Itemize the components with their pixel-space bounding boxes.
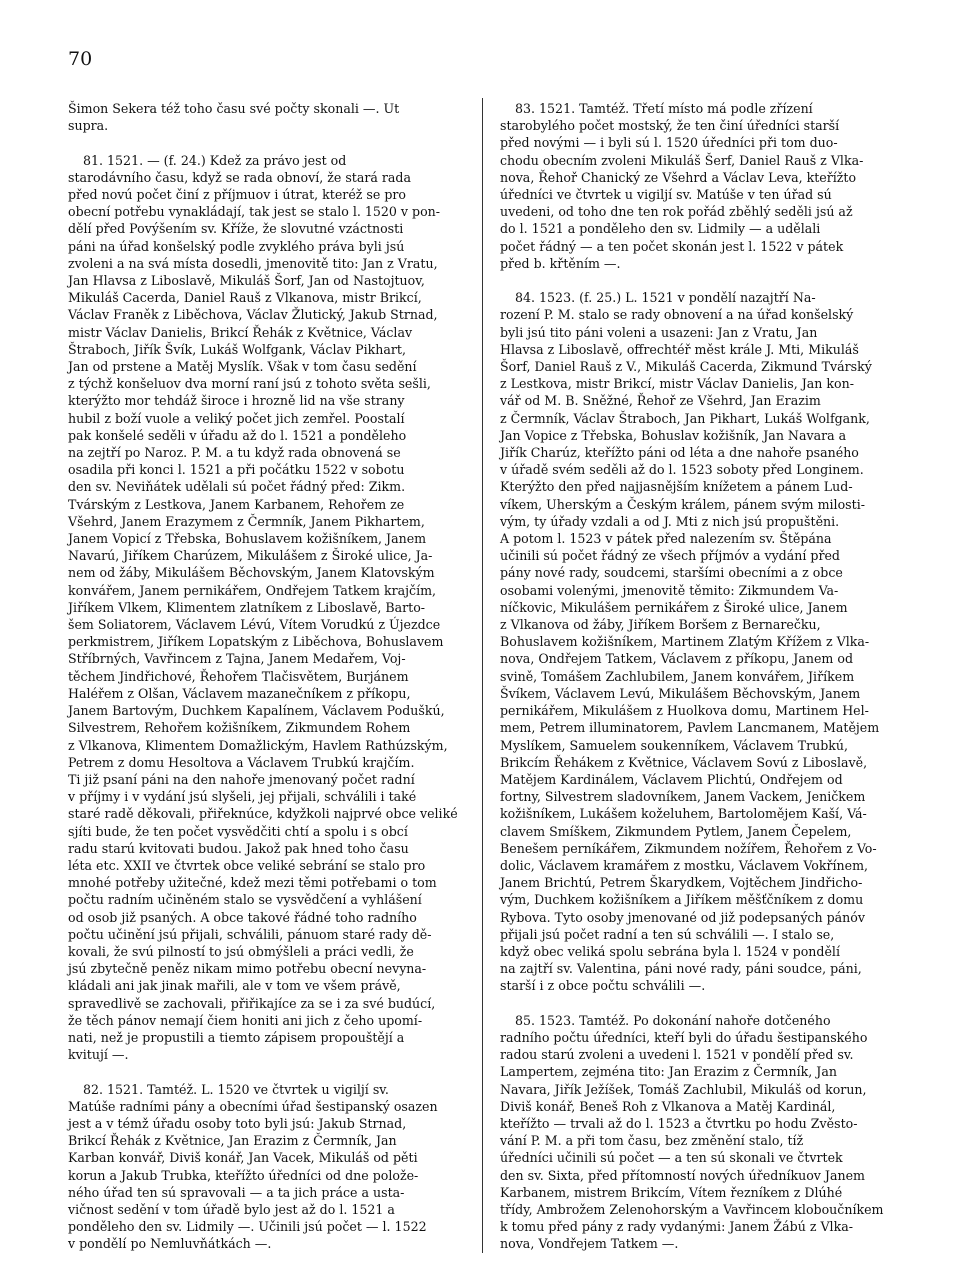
entry-paragraph: 81. 1521. — (f. 24.) Kdež za právo jest od starodávního času, když se rada obnoví, že stará rada před novú počet činí z příjmuov i útrat, kteréž se pro obecní potřebu vynakládají, tak jest se stalo l. 1520 v pon- dělí před Povýšením sv. Kříže, že slovutné vzáctnosti páni na úřad konšelský podle zvyklého práva byli jsú zvoleni a na svá místa dosedli, jmenovitě tito: Jan z Vratu, Jan Hlavsa z Liboslavě, Mikuláš Šorf, Jan od Nastojtuov, Mikuláš Cacerda, Daniel Rauš z Vlkanova, mistr Brikcí, Václav Franěk z Liběchova, Václav Žlutický, Jakub Strnad, mistr Václav Danielis, Brikcí Řehák z Květnice, Václav Štraboch, Jiřík Švík, Lukáš Wolfgank, Václav Pikhart, Jan od prstene a Matěj Myslík. Však v tom času sedění z týchž konšeluov dva morní raní jsú z tohoto světa sešli, kterýžto mor tehdáž široce i hrozně lid na vše strany hubil z boží vuole a veliký počet jich zemřel. Poostalí pak konšelé seděli v úřadu až do l. 1521 a ponděleho na zejtří po Naroz. P. M. a tu když rada obnovená se osadila při konci l. 1521 a při počátku 1522 v sobotu den sv. Neviňátek udělali sú počet řádný před: Zikm. Tvárským z Lestkova, Janem Karbanem, Rehořem ze Všehrd, Janem Erazymem z Čermník, Janem Pikhartem, Janem Vopicí z Třebska, Bohuslavem kožišníkem, Janem Navarú, Jiříkem Charúzem, Mikulášem z Široké ulice, Ja- nem od žáby, Mikulášem Běchovským, Janem Klatovským konvářem, Janem pernikářem, Ondřejem Tatkem krajčím, Jiříkem Vlkem, Klimentem zlatníkem z Liboslavě, Barto- šem Soliatorem, Václavem Lévú, Vítem Vorudkú z Újezdce perkmistrem, Jiříkem Lopatským z Liběchova, Bohuslavem Stříbrných, Vavřincem z Tajna, Janem Medařem, Voj- těchem Jindřichové, Řehořem Tlačisvětem, Burjánem Haléřem z Olšan, Václavem mazanečníkem z příkopu, Janem Bartovým, Duchkem Kapalínem, Václavem Poduškú, Silvestrem, Rehořem kožišníkem, Zikmundem Rohem z Vlkanova, Klimentem Domažlickým, Havlem Rathúzským, Petrem z domu Hesoltova a Václavem Trubkú krajčím. Ti již psaní páni na den nahoře jmenovaný počet radní v příjmy i v vydání jsú slyšeli, jej přijali, schválili i také staré radě děkovali, přiřeknúce, kdyžkoli najprvé obce veliké sjíti bude, že ten počet vysvědčiti chtí a spolu i s obcí radu starú kvitovati budou. Jakož pak hned toho času léta etc. XXII ve čtvrtek obce veliké sebrání se stalo pro mnohé potřeby užitečné, kdež mezi těmi potřebami o tom počtu radním učiněném stalo se vysvědčení a vyhlášení od osob již psaných. A obce takové řádné toho radního počtu učinění jsú přijali, schválili, pánuom staré rady dě- kovali, že svú pilností to jsú obmýšleli a práci vedli, že jsú zbytečně peněz nikam mimo potřebu obecní nevyna- kládali ani jak jinak mařili, ale v tom ve všem právě, spravedlivě se zachovali, přiřikajíce za se i za své budúcí, že těch pánov nemají čiem honiti ani jich z čeho upomí- nati, než je propustili a tiemto zápisem propouštějí a kvitují —. [68, 152, 458, 1063]
page-number: 70 [68, 48, 93, 70]
entry-paragraph: Šimon Sekera též toho času své počty skonali —. Ut supra. [68, 101, 400, 134]
column-divider [482, 98, 483, 1253]
right-column [500, 100, 902, 1270]
left-column [68, 100, 470, 1270]
entry-paragraph: 82. 1521. Tamtéž. L. 1520 ve čtvrtek u vigiljí sv. Matúše radními pány a obecními úřad šestipanský osazen jest a v témž úřadu osoby toto byli jsú: Jakub Strnad, Brikcí Řehák z Květnice, Jan Erazim z Čermník, Jan Karban konvář, Diviš konář, Jan Vacek, Mikuláš od pěti korun a Jakub Trubka, kteřížto úředníci od dne polože- ného úřad ten sú spravovali — a ta jich práce a usta- vičnost sedění v tom úřadě bylo jest až do l. 1521 a ponděleho den sv. Lidmily —. Učinili jsú počet — l. 1522 v pondělí po Nemluvňátkách —. [68, 1081, 438, 1252]
entry-paragraph: 84. 1523. (f. 25.) L. 1521 v pondělí nazajtří Na- rození P. M. stalo se rady obnovení a na úřad konšelský byli jsú tito páni voleni a usazeni: Jan z Vratu, Jan Hlavsa z Liboslavě, offrechtéř měst krále J. Mti, Mikuláš Šorf, Daniel Rauš z V., Mikuláš Cacerda, Zikmund Tvárský z Lestkova, mistr Brikcí, mistr Václav Danielis, Jan kon- vář od M. B. Sněžné, Řehoř ze Všehrd, Jan Erazim z Čermník, Václav Štraboch, Jan Pikhart, Lukáš Wolfgank, Jan Vopice z Třebska, Bohuslav kožišník, Jan Navara a Jiřík Charúz, kteřížto páni od léta a dne nahoře psaného v úřadě svém seděli až do l. 1523 soboty před Longinem. Kterýžto den před najjasnějším knížetem a pánem Lud- víkem, Uherským a Českým králem, pánem svým milosti- vým, ty úřady vzdali a od J. Mti z nich jsú propuštěni. A potom l. 1523 v pátek před nalezením sv. Štěpána učinili sú počet řádný ze všech příjmóv a vydání před pány nové rady, soudcemi, staršími obecními a z obce osobami volenými, jmenovitě těmito: Zikmundem Va- níčkovic, Mikulášem pernikářem z Široké ulice, Janem z Vlkanova od žáby, Jiříkem Boršem z Bernarečku, Bohuslavem kožišníkem, Martinem Zlatým Křížem z Vlka- nova, Ondřejem Tatkem, Václavem z příkopu, Janem od svině, Tomášem Zachlubilem, Janem konvářem, Jiříkem Švíkem, Václavem Levú, Mikulášem Běchovským, Janem pernikářem, Mikulášem z Huolkova domu, Martinem Hel- mem, Petrem illuminatorem, Pavlem Lancmanem, Matějem Myslíkem, Samuelem soukenníkem, Václavem Trubkú, Brikcím Řehákem z Květnice, Václavem Sovú z Liboslavě, Matějem Kardinálem, Václavem Plichtú, Ondřejem od fortny, Silvestrem sladovníkem, Janem Vackem, Jeničkem kožišníkem, Lukášem koželuhem, Bartolomějem Kaší, Vá- clavem Smíškem, Zikmundem Pytlem, Janem Čepelem, Benešem perníkářem, Zikmundem nožířem, Řehořem z Vo- dolic, Václavem kramářem z mostku, Václavem Vokřínem, Janem Brichtú, Petrem Škarydkem, Vojtěchem Jindřicho- vým, Duchkem kožišníkem a Jiříkem měšťčníkem z domu Rybova. Tyto osoby jmenované od již podepsaných pánóv přijali jsú počet radní a ten sú schválili —. I stalo se, když obec veliká spolu sebrána byla l. 1524 v pondělí na zajtří sv. Valentina, páni nové rady, páni soudce, páni, starší i z obce počtu schválili —. [500, 290, 880, 994]
entry-paragraph: 83. 1521. Tamtéž. Třetí místo má podle zřízení starobylého počet mostský, že ten činí úředníci starší před novými — i byli sú l. 1520 úředníci při tom duo- chodu obecním zvoleni Mikuláš Šerf, Daniel Rauš z Vlka- nova, Řehoř Chanický ze Všehrd a Václav Leva, kteřížto úředníci ve čtvrtek u vigiljí sv. Matúše v ten úřad sú uvedeni, od toho dne ten rok pořád zběhlý seděli jsú až do l. 1521 a ponděleho den sv. Lidmily — a udělali počet řádný — a ten počet skonán jest l. 1522 v pátek před b. křtěním —. [500, 101, 864, 271]
entry-paragraph: 85. 1523. Tamtéž. Po dokonání nahoře dotčeného radního počtu úředníci, kteří byli do úřadu šestipanského radou starú zvoleni a uvedeni l. 1521 v pondělí před sv. Lampertem, zejména tito: Jan Erazim z Čermník, Jan Navara, Jiřík Ježíšek, Tomáš Zachlubil, Mikuláš od korun, Diviš konář, Beneš Roh z Vlkanova a Matěj Kardinál, kteřížto — trvali až do l. 1523 a čtvrtku po hodu Zvěsto- vání P. M. a při tom času, bez změnění stalo, tíž úředníci učinili sú počet — a ten sú skonali ve čtvrtek den sv. Sixta, před přítomností nových úředníkuov Janem Karbanem, mistrem Brikcím, Vítem řezníkem z Dlúhé třídy, Ambrožem Zelenohorským a Vavřincem kloboučníkem k tomu před pány z rady vydanými: Janem Žábú z Vlka- nova, Vondřejem Tatkem —. [500, 1012, 884, 1252]
